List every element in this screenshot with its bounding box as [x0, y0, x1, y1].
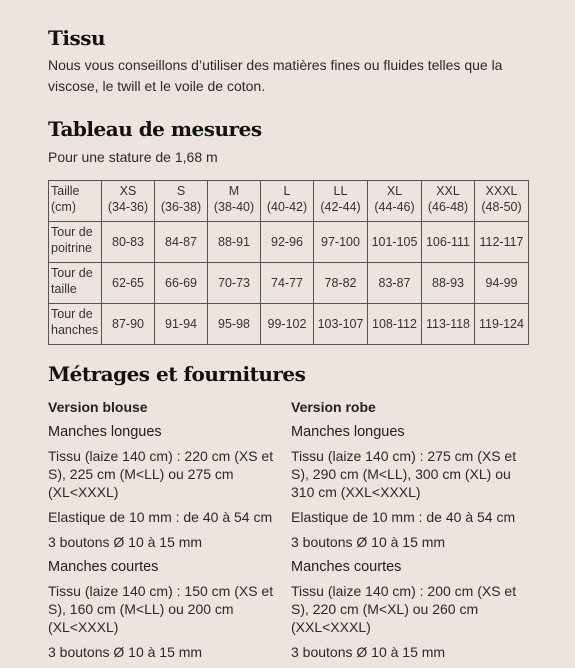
size-name: M — [228, 184, 240, 198]
fabric-heading: Tissu — [48, 26, 106, 50]
dress-long-sleeves-title: Manches longues — [291, 424, 405, 440]
table-row-chest — [49, 222, 529, 263]
size-name: LL — [333, 184, 348, 198]
size-header-cell — [475, 181, 529, 222]
dress-long-fabric: Tissu (laize 140 cm) : 275 cm (XS et S), 290 cm (M<LL), 300 cm (XL) ou 310 cm (XXL<XXXL) — [291, 448, 517, 500]
dress-long-buttons: 3 boutons Ø 10 à 15 mm — [291, 534, 446, 550]
table-cell: 62-65 — [102, 263, 155, 304]
size-header-cell — [155, 181, 208, 222]
table-cell: 88-93 — [422, 263, 475, 304]
blouse-version-title: Version blouse — [48, 399, 148, 415]
size-name: XXL — [436, 184, 460, 198]
size-header-cell — [314, 181, 368, 222]
table-cell: 97-100 — [314, 222, 368, 263]
row-label-line1: Tour de — [51, 266, 93, 280]
table-cell: 80-83 — [102, 222, 155, 263]
size-header-cell — [368, 181, 422, 222]
table-header-row — [49, 181, 529, 222]
table-cell: 91-94 — [155, 304, 208, 345]
row-label-line2: poitrine — [51, 241, 92, 255]
table-cell: 88-91 — [208, 222, 261, 263]
size-range: (34-36) — [107, 200, 149, 214]
row-label-cell — [49, 222, 102, 263]
row-label-line1: Tour de — [51, 225, 93, 239]
size-range: (48-50) — [481, 200, 522, 214]
size-label: Taille — [51, 184, 80, 198]
blouse-long-elastic: Elastique de 10 mm : de 40 à 54 cm — [48, 509, 273, 525]
size-range: (36-38) — [160, 200, 202, 214]
size-header-cell — [208, 181, 261, 222]
table-cell: 119-124 — [475, 304, 529, 345]
blouse-long-fabric: Tissu (laize 140 cm) : 220 cm (XS et S), 225 cm (M<LL) ou 275 cm (XL<XXXL) — [48, 448, 274, 500]
row-label-cell — [49, 263, 102, 304]
table-cell: 94-99 — [475, 263, 529, 304]
table-cell: 92-96 — [261, 222, 314, 263]
dress-short-buttons: 3 boutons Ø 10 à 15 mm — [291, 644, 446, 660]
supplies-columns — [48, 398, 538, 668]
table-row-hips — [49, 304, 529, 345]
table-cell: 106-111 — [422, 222, 475, 263]
table-cell: 78-82 — [314, 263, 368, 304]
size-range: (46-48) — [427, 200, 469, 214]
size-header-cell — [422, 181, 475, 222]
blouse-short-buttons: 3 boutons Ø 10 à 15 mm — [48, 644, 203, 660]
table-cell: 95-98 — [208, 304, 261, 345]
fabric-description: Nous vous conseillons d’utiliser des matières fines ou fluides telles que la viscose, le twill et le voile de coton. — [48, 57, 503, 94]
size-name: S — [176, 184, 186, 198]
blouse-short-sleeves-title: Manches courtes — [48, 559, 159, 575]
size-name: XL — [386, 184, 403, 198]
row-label-cell — [49, 304, 102, 345]
measurements-heading: Tableau de mesures — [48, 117, 262, 141]
table-cell: 83-87 — [368, 263, 422, 304]
dress-long-elastic: Elastique de 10 mm : de 40 à 54 cm — [291, 509, 516, 525]
table-cell: 103-107 — [314, 304, 368, 345]
dress-short-fabric: Tissu (laize 140 cm) : 200 cm (XS et S), 220 cm (M<XL) ou 260 cm (XXL<XXXL) — [291, 583, 517, 635]
size-range: (38-40) — [213, 200, 255, 214]
dress-short-sleeves-title: Manches courtes — [291, 559, 402, 575]
size-name: L — [283, 184, 291, 198]
table-row-waist — [49, 263, 529, 304]
table-cell: 108-112 — [368, 304, 422, 345]
table-corner-cell — [49, 181, 102, 222]
size-range: (40-42) — [266, 200, 308, 214]
row-label-line2: hanches — [51, 323, 99, 337]
document-page — [48, 24, 538, 668]
table-cell: 112-117 — [475, 222, 529, 263]
blouse-long-sleeves-title: Manches longues — [48, 424, 162, 440]
supplies-heading: Métrages et fournitures — [48, 362, 306, 386]
unit-label: (cm) — [51, 200, 76, 214]
table-cell: 87-90 — [102, 304, 155, 345]
stature-note: Pour une stature de 1,68 m — [48, 149, 218, 165]
table-cell: 84-87 — [155, 222, 208, 263]
size-name: XS — [119, 184, 137, 198]
row-label-line1: Tour de — [51, 307, 93, 321]
dress-column — [291, 398, 534, 668]
table-cell: 113-118 — [422, 304, 475, 345]
size-name: XXXL — [485, 184, 518, 198]
table-cell: 99-102 — [261, 304, 314, 345]
size-range: (44-46) — [374, 200, 415, 214]
blouse-long-buttons: 3 boutons Ø 10 à 15 mm — [48, 534, 203, 550]
table-cell: 66-69 — [155, 263, 208, 304]
size-header-cell — [261, 181, 314, 222]
row-label-line2: taille — [51, 282, 77, 296]
blouse-column — [48, 398, 291, 668]
table-cell: 101-105 — [368, 222, 422, 263]
table-cell: 70-73 — [208, 263, 261, 304]
size-chart-table — [48, 180, 529, 345]
size-range: (42-44) — [320, 200, 361, 214]
blouse-short-fabric: Tissu (laize 140 cm) : 150 cm (XS et S), 160 cm (M<LL) ou 200 cm (XL<XXXL) — [48, 583, 274, 635]
table-cell: 74-77 — [261, 263, 314, 304]
size-header-cell — [102, 181, 155, 222]
dress-version-title: Version robe — [291, 399, 376, 415]
